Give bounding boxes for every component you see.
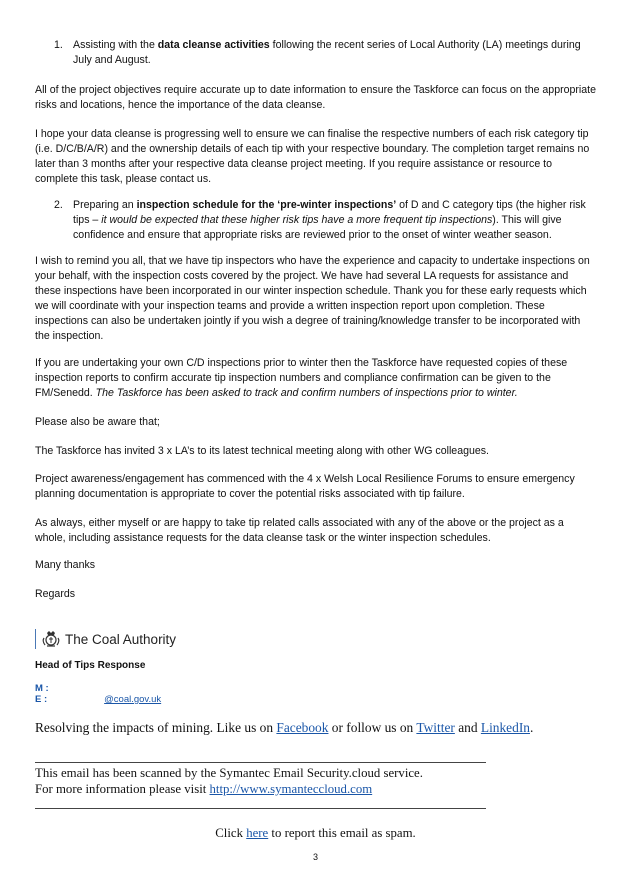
text: and [454, 720, 481, 735]
paragraph-cd-inspections [35, 356, 597, 401]
contact-email [35, 694, 161, 705]
text: to report this email as spam. [268, 826, 416, 840]
list-number: 2. [54, 199, 63, 211]
list-item-data-cleanse [54, 38, 599, 68]
closing-thanks: Many thanks [35, 559, 96, 571]
text: . [529, 720, 534, 735]
text: following the recent series of Local Authority (LA) meetings during July and August. [73, 39, 581, 66]
bold-text: inspection schedule for the ‘pre-winter inspections’ [136, 199, 397, 211]
italic-text: The Taskforce has been asked to track and confirm numbers of inspections prior to winter. [95, 387, 518, 399]
contact-mobile [35, 683, 49, 694]
paragraph-tip-calls: As always, either myself or are happy to take tip related calls associated with any of the above or the project as a whole, including assistance requests for the data cleanse task or the winter inspection schedules. [35, 517, 564, 544]
text: Click [215, 826, 247, 840]
facebook-link[interactable]: Facebook [276, 720, 329, 735]
list-number: 1. [54, 39, 63, 51]
list-item-inspection-schedule [54, 198, 599, 243]
coal-authority-logo [35, 628, 176, 650]
paragraph-data-cleanse-progress: I hope your data cleanse is progressing well to ensure we can finalise the respective numbers of each risk category tip (i.e. D/C/B/A/R) and the ownership details of each tip with your respective boundary. The completion target remains no later than 3 months after your respective data cleanse project meeting. If you require assistance or resource to complete this task, please contact us. [35, 128, 590, 185]
footer-report-spam [0, 825, 631, 841]
linkedin-link[interactable]: LinkedIn [480, 720, 530, 735]
paragraph-objectives: All of the project objectives require accurate up to date information to ensure the Taskforce can focus on the appropriate risks and locations, hence the importance of the data cleanse. [35, 84, 597, 111]
text: Assisting with the [73, 39, 158, 51]
closing-regards: Regards [35, 588, 76, 600]
paragraph-resilience-forums: Project awareness/engagement has commenced with the 4 x Welsh Local Resilience Forums to ensure emergency planning documentation is appropriate to cover the potential risks associated with tip failure. [35, 473, 575, 500]
mobile-label: M : [35, 683, 49, 694]
organisation-name: The Coal Authority [65, 631, 177, 647]
text: Preparing an [73, 199, 137, 211]
divider-line [35, 808, 486, 809]
text: ). This will give confidence and ensure that appropriate risks are reviewed prior to the onset of winter weather season. [73, 214, 562, 241]
bold-text: data cleanse activities [157, 39, 270, 51]
page-number: 3 [312, 852, 318, 862]
paragraph-tip-inspectors: I wish to remind you all, that we have tip inspectors who have the experience and capacity to undertake inspections on your behalf, with the inspection costs covered by the project. We have had several LA requests for assistance and these inspections have been incorporated in our winter inspection schedule. Thank you for these early requests which we will coordinate with your inspection teams and provide a written inspection report upon completion. These inspections can also be undertaken jointly if you wish a degree of training/knowledge transfer to be incorporated with the inspection. [35, 255, 590, 342]
royal-crest-icon [41, 629, 61, 649]
text: or follow us on [328, 720, 417, 735]
text: For more information please visit [35, 782, 210, 796]
report-spam-link[interactable]: here [246, 826, 269, 840]
email-label: E : [35, 694, 48, 705]
twitter-link[interactable]: Twitter [416, 720, 455, 735]
divider-line [35, 762, 486, 763]
signature-title: Head of Tips Response [35, 660, 146, 671]
text: of D and C category tips (the higher risk tips – [73, 199, 586, 226]
italic-text: it would be expected that these higher risk tips have a more frequent tip inspections [101, 214, 493, 226]
email-link[interactable]: @coal.gov.uk [104, 694, 162, 705]
footer-more-info [35, 781, 597, 797]
text: If you are undertaking your own C/D inspections prior to winter then the Taskforce have requested copies of these inspection reports to confirm accurate tip inspection numbers and compliance confirmation can be given to the FM/Senedd. [35, 357, 568, 399]
text: Resolving the impacts of mining. Like us on [35, 720, 277, 735]
symantec-link[interactable]: http://www.symanteccloud.com [209, 782, 373, 796]
paragraph-be-aware: Please also be aware that; [35, 416, 160, 428]
footer-scanned: This email has been scanned by the Symantec Email Security.cloud service. [35, 766, 423, 780]
logo-divider [35, 629, 36, 649]
paragraph-technical-meeting: The Taskforce has invited 3 x LA’s to its latest technical meeting along with other WG colleagues. [35, 445, 489, 457]
footer-resolving [35, 720, 597, 736]
